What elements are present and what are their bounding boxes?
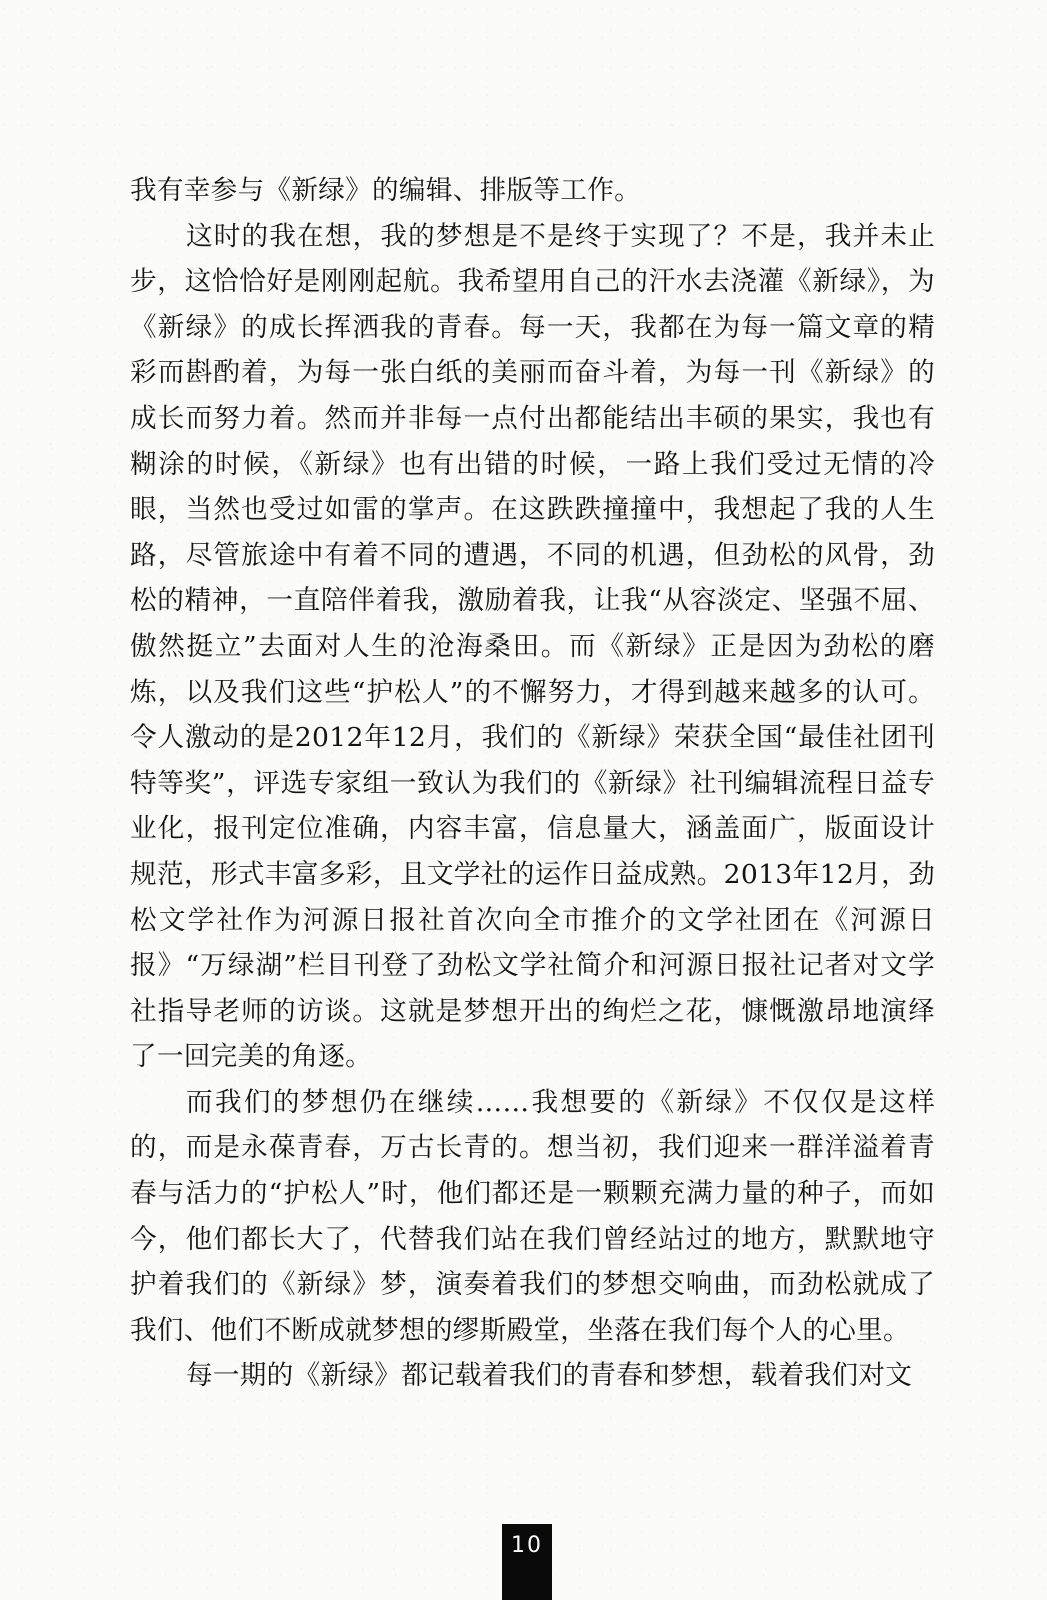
body-text <box>130 168 935 1399</box>
paragraph-continuation: 我有幸参与《新绿》的编辑、排版等工作。 <box>130 175 641 206</box>
page-number: 10 <box>502 1524 552 1600</box>
paragraph: 而我们的梦想仍在继续……我想要的《新绿》不仅仅是这样的，而是永葆青春，万古长青的。想当初，我们迎来一群洋溢着青春与活力的“护松人”时，他们都还是一颗颗充满力量的种子，而如今，他们都长大了，代替我们站在我们曾经站过的地方，默默地守护着我们的《新绿》梦，演奏着我们的梦想交响曲，而劲松就成了我们、他们不断成就梦想的缪斯殿堂，坐落在我们每个人的心里。 <box>130 1086 935 1346</box>
paragraph: 这时的我在想，我的梦想是不是终于实现了？不是，我并未止步，这恰恰好是刚刚起航。我希望用自己的汗水去浇灌《新绿》，为《新绿》的成长挥洒我的青春。每一天，我都在为每一篇文章的精彩而斟酌着，为每一张白纸的美丽而奋斗着，为每一刊《新绿》的成长而努力着。然而并非每一点付出都能结出丰硕的果实，我也有糊涂的时候，《新绿》也有出错的时候，一路上我们受过无情的冷眼，当然也受过如雷的掌声。在这跌跌撞撞中，我想起了我的人生路，尽管旅途中有着不同的遭遇，不同的机遇，但劲松的风骨，劲松的精神，一直陪伴着我，激励着我，让我“从容淡定、坚强不屈、傲然挺立”去面对人生的沧海桑田。而《新绿》正是因为劲松的磨炼，以及我们这些“护松人”的不懈努力，才得到越来越多的认可。令人激动的是2012年12月，我们的《新绿》荣获全国“最佳社团刊特等奖”，评选专家组一致认为我们的《新绿》社刊编辑流程日益专业化，报刊定位准确，内容丰富，信息量大，涵盖面广，版面设计规范，形式丰富多彩，且文学社的运作日益成熟。2013年12月，劲松文学社作为河源日报社首次向全市推介的文学社团在《河源日报》“万绿湖”栏目刊登了劲松文学社简介和河源日报社记者对文学社指导老师的访谈。这就是梦想开出的绚烂之花，慷慨激昂地演绎了一回完美的角逐。 <box>130 220 935 1073</box>
paragraph: 每一期的《新绿》都记载着我们的青春和梦想，载着我们对文 <box>186 1360 913 1392</box>
